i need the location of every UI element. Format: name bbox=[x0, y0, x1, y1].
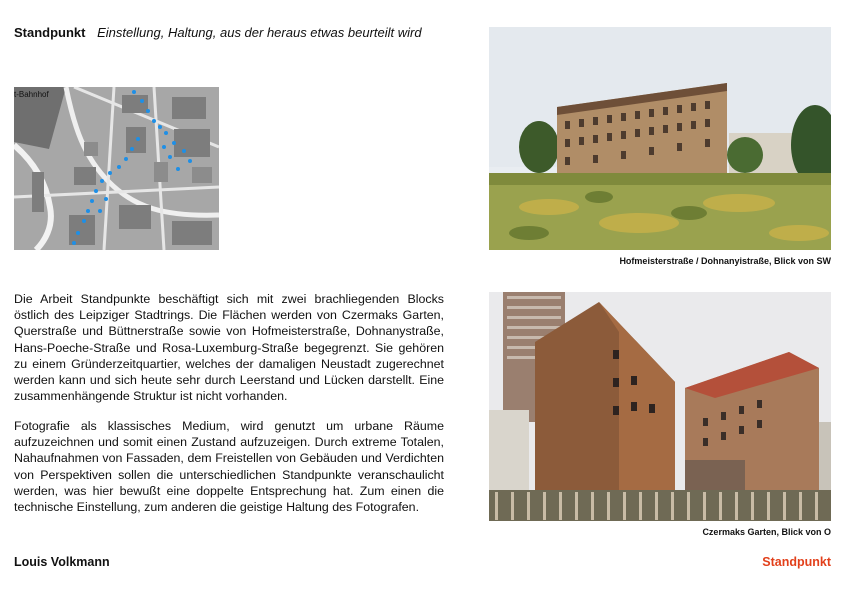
photo-caption: Hofmeisterstraße / Dohnanyistraße, Blick von SW bbox=[619, 256, 831, 266]
page-header bbox=[14, 25, 474, 41]
site-map bbox=[14, 87, 219, 250]
author-name: Louis Volkmann bbox=[14, 555, 110, 569]
body-paragraph-2: Fotografie als klassisches Medium, wird genutzt um urbane Räume aufzuzeichnen und somit einen Zustand aufzuzeigen. Durch extreme Totalen, Nahaufnahmen von Fassaden, dem Freistellen von Gebäuden und Verdichten von Perspektiven sollen die unterschiedlichen Standpunkte veranschaulicht werden, was hier bewußt eine doppelte Entsprechung hat. Zum einen die technische Einstellung, zum anderen die geistige Haltung des Fotografen. bbox=[14, 419, 444, 515]
map-drawing bbox=[14, 87, 219, 250]
photo-hofmeisterstrasse-image bbox=[489, 27, 831, 250]
photo-czermaks-garten bbox=[489, 292, 831, 521]
photo-hofmeisterstrasse bbox=[489, 27, 831, 250]
body-paragraph-1: Die Arbeit Standpunkte beschäftigt sich mit zwei brachliegenden Blocks östlich des Leipziger Stadtrings. Die Flächen werden von Czermaks Garten, Querstraße und Büttnerstraße sowie von Hofmeisterstraße, Dohnanystraße, Hans-Poeche-Straße und Rosa-Luxemburg-Straße begegrenzt. Sie gehören zu einem Gründerzeitquartier, welches der damaligen Neustadt zugerechnet werden kann und sich heute sehr durch Leerstand und Lücken darstellt. Eine zusammenhängende Struktur ist nicht vorhanden. bbox=[14, 292, 444, 404]
photo-czermaks-garten-image bbox=[489, 292, 831, 521]
header-title: Standpunkt bbox=[14, 25, 86, 40]
photo-caption: Czermaks Garten, Blick von O bbox=[702, 527, 831, 537]
footer-title: Standpunkt bbox=[762, 555, 831, 569]
map-label: t-Bahnhof bbox=[14, 90, 49, 99]
header-subtitle: Einstellung, Haltung, aus der heraus etwas beurteilt wird bbox=[97, 25, 422, 40]
